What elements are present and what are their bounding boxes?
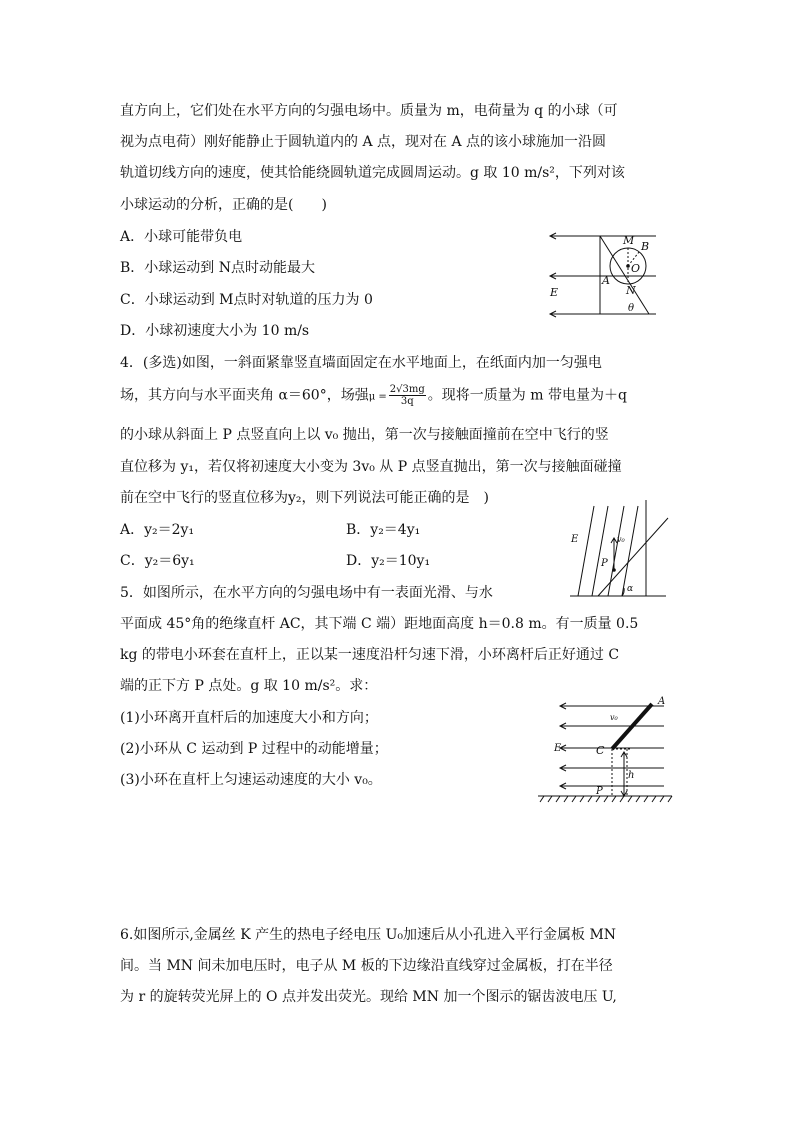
- q5-label-e: E: [554, 743, 562, 754]
- q4-label-p: P: [601, 558, 608, 569]
- q4-formula-lhs: μ =: [368, 391, 387, 403]
- q3-label-b: B: [641, 240, 650, 253]
- q3-option-c: C．小球运动到 M点时对轨道的压力为 0: [120, 292, 373, 308]
- q4-figure: [566, 498, 672, 600]
- q4-option-d: D．y₂＝10y₁: [346, 553, 431, 569]
- q5-subq-3: (3)小环在直杆上匀速运动速度的大小 v₀。: [120, 772, 382, 788]
- q5-label-p: P: [596, 786, 603, 797]
- q4-line-3: 的小球从斜面上 P 点竖直向上以 v₀ 抛出，第一次与接触面撞前在空中飞行的竖: [120, 427, 609, 443]
- q3-line-2: 视为点电荷）刚好能静止于圆轨道内的 A 点，现对在 A 点的该小球施加一沿圆: [120, 134, 607, 150]
- q5-line-2: 平面成 45°角的绝缘直杆 AC，其下端 C 端）距地面高度 h＝0.8 m。有一质量 0.5: [120, 616, 639, 632]
- q4-formula-fraction: [389, 384, 426, 407]
- q4-option-b: B．y₂＝4y₁: [346, 522, 421, 538]
- q3-label-o: O: [631, 262, 641, 275]
- q6-line-2: 间。当 MN 间未加电压时，电子从 M 板的下边缘沿直线穿过金属板，打在半径: [120, 958, 613, 974]
- q5-line-1: 5．如图所示，在水平方向的匀强电场中有一表面光滑、与水: [120, 585, 493, 601]
- q5-label-h: h: [628, 770, 635, 781]
- q3-line-4: 小球运动的分析，正确的是( ): [120, 197, 327, 213]
- q4-label-alpha: α: [627, 584, 634, 594]
- q4-label-e: E: [571, 534, 579, 545]
- q6-line-1: 6.如图所示,金属丝 K 产生的热电子经电压 U₀加速后从小孔进入平行金属板 MN: [120, 927, 617, 943]
- q4-formula-numerator: 2√3mg: [389, 384, 425, 395]
- q3-option-a: A．小球可能带负电: [120, 229, 243, 245]
- q4-line-2-post: 。现将一质量为 m 带电量为＋q: [427, 387, 627, 404]
- q4-label-v0: v₀: [617, 535, 625, 544]
- q3-figure: [544, 228, 664, 320]
- q3-label-m: M: [623, 234, 635, 247]
- q5-subq-2: (2)小环从 C 运动到 P 过程中的动能增量；: [120, 741, 388, 757]
- q5-label-a: A: [658, 696, 666, 707]
- q4-line-5: 前在空中飞行的竖直位移为y₂，则下列说法可能正确的是 ): [120, 490, 489, 506]
- q4-line-1: 4．(多选)如图，一斜面紧靠竖直墙面固定在水平地面上，在纸面内加一匀强电: [120, 355, 602, 371]
- q3-label-theta: θ: [628, 303, 635, 314]
- q4-option-c: C．y₂＝6y₁: [120, 553, 195, 569]
- q4-option-a: A．y₂＝2y₁: [120, 522, 195, 538]
- q5-line-4: 端的正下方 P 点处。g 取 10 m/s²。求：: [120, 678, 378, 694]
- q5-subq-1: (1)小环离开直杆后的加速度大小和方向；: [120, 710, 378, 726]
- q4-formula-denominator: 3q: [400, 396, 414, 407]
- q3-label-n: N: [626, 284, 636, 297]
- q5-figure: [534, 692, 676, 804]
- q5-line-3: kg 的带电小环套在直杆上，正以某一速度沿杆匀速下滑，小环离杆后正好通过 C: [120, 647, 620, 663]
- q4-line-4: 直位移为 y₁，若仅将初速度大小变为 3v₀ 从 P 点竖直抛出，第一次与接触面碰撞: [120, 459, 622, 475]
- q3-label-a: A: [602, 274, 610, 287]
- q3-line-1: 直方向上，它们处在水平方向的匀强电场中。质量为 m，电荷量为 q 的小球（可: [120, 103, 618, 119]
- q3-line-3: 轨道切线方向的速度，使其恰能绕圆轨道完成圆周运动。g 取 10 m/s²，下列对该: [120, 165, 625, 181]
- q6-line-3: 为 r 的旋转荧光屏上的 O 点并发出荧光。现给 MN 加一个图示的锯齿波电压 U,: [120, 989, 617, 1005]
- q5-label-v0: v₀: [610, 713, 618, 722]
- q5-label-c: C: [596, 744, 605, 757]
- q4-line-2-pre: 场，其方向与水平面夹角 α＝60°，场强: [120, 387, 369, 404]
- q3-option-d: D．小球初速度大小为 10 m/s: [120, 323, 310, 339]
- q4-line-2: [120, 384, 627, 407]
- q3-option-b: B．小球运动到 N点时动能最大: [120, 260, 315, 276]
- q3-label-e: E: [550, 286, 559, 299]
